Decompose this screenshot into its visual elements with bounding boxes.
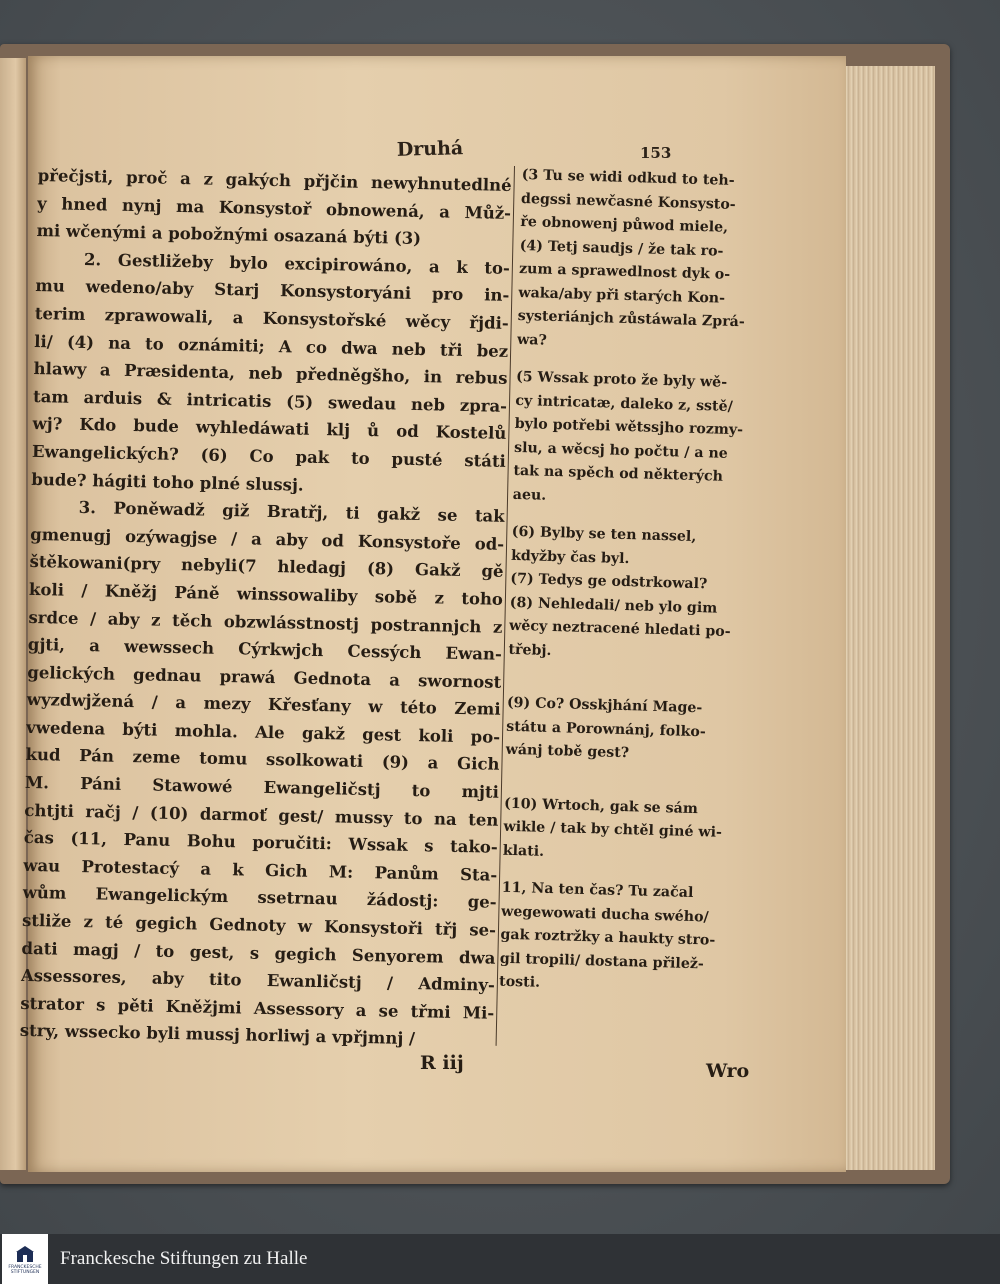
page-number: 153 bbox=[640, 144, 672, 162]
note-line: cy intricatæ, daleko z, sstě/ bbox=[515, 392, 734, 415]
note-line: wa? bbox=[516, 331, 548, 349]
text-line: dati magj / to gest, s gegich Senyorem dwa bbox=[21, 938, 496, 968]
text-line: mu wedeno/aby Starj Konsystoryáni pro in- bbox=[35, 276, 510, 306]
margin-note bbox=[520, 164, 774, 242]
text-line: štěkowani(pry nebyli(7 hledagj (8) Gakž gě bbox=[29, 552, 504, 582]
margin-note bbox=[502, 792, 756, 870]
text-line: wj? Kdo bude wyhledáwati klj ů od Kostelů bbox=[32, 414, 507, 444]
text-line: strator s pěti Kněžjmi Assessory a se třmi Mi- bbox=[20, 993, 495, 1023]
text-line: 2. Gestližeby bylo excipirowáno, a k to- bbox=[83, 249, 511, 278]
text-line: 3. Poněwadž giž Bratřj, ti gakž se tak bbox=[78, 498, 505, 526]
catchword: Wro bbox=[706, 1060, 750, 1082]
text-line: kud Pán zeme tomu ssolkowati (9) a Gich bbox=[25, 745, 500, 775]
text-line: srdce / aby z těch obzwlásstnostj postrannjch z bbox=[28, 607, 503, 637]
margin-note bbox=[508, 591, 762, 669]
text-line: stliže z té gegich Gednoty w Konsystoři třj se- bbox=[21, 910, 497, 940]
main-text-column bbox=[20, 162, 512, 1055]
note-line: bylo potřebi wětssjho rozmy- bbox=[514, 415, 744, 439]
note-line: (3 Tu se widi odkud to teh- bbox=[521, 166, 735, 189]
note-line: (7) Tedys ge odstrkowal? bbox=[510, 570, 708, 593]
note-line: zum a sprawedlnost dyk o- bbox=[518, 260, 731, 283]
note-line: waka/aby při starých Kon- bbox=[518, 284, 726, 307]
signature-mark: R iij bbox=[420, 1052, 464, 1074]
footer-bar bbox=[0, 1234, 1000, 1284]
note-line: kdyžby čas byl. bbox=[510, 547, 630, 567]
text-line: přečjsti, proč a z gakých přjčin newyhnutedlné bbox=[37, 165, 512, 195]
text-line: wům Ewangelickým ssetrnau žádostj: ge- bbox=[22, 883, 497, 913]
note-line: aeu. bbox=[512, 486, 547, 504]
margin-notes-column bbox=[499, 164, 774, 1001]
note-line: wěcy neztracené hledati po- bbox=[508, 617, 731, 641]
text-line: vwedena býti mohla. Ale gakž gest koli po- bbox=[25, 717, 501, 747]
note-line: wegewowati ducha swého/ bbox=[500, 903, 709, 926]
note-line: (4) Tetj saudjs / že tak ro- bbox=[519, 237, 724, 260]
margin-note bbox=[517, 234, 772, 358]
note-line: gil tropili/ dostana přilež- bbox=[499, 950, 705, 972]
text-line: wyzdwjžená / a mezy Křesťany w této Zemi bbox=[26, 690, 501, 720]
text-line: wau Protestacý a k Gich M: Panům Sta- bbox=[23, 855, 498, 885]
text-line: gmenugj ozýwagjse / a aby od Konsystoře od- bbox=[30, 524, 505, 554]
note-line: ře obnowenj půwod miele, bbox=[520, 213, 729, 236]
note-line: wikle / tak by chtěl giné wi- bbox=[503, 818, 723, 841]
text-line: Ewangelických? (6) Co pak to pusté státi bbox=[31, 441, 507, 471]
institution-name: Franckesche Stiftungen zu Halle bbox=[60, 1248, 308, 1269]
text-line: terim zprawowali, a Konsystořské wěcy řjdi- bbox=[34, 303, 509, 333]
note-line: (6) Bylby se ten nassel, bbox=[511, 523, 697, 546]
text-line: li/ (4) na to oznámiti; A co dwa neb tři bez bbox=[34, 331, 509, 361]
text-line: tam arduis & intricatis (5) swedau neb zpra- bbox=[32, 386, 508, 416]
margin-note bbox=[511, 521, 764, 575]
text-line: hlawy a Præsidenta, neb předněgšho, in rebus bbox=[33, 359, 508, 389]
note-line: gak roztržky a haukty stro- bbox=[500, 926, 716, 949]
text-line: gelických gednau prawá Gednota a swornost bbox=[27, 662, 502, 692]
text-line: M. Páni Stawowé Ewangeličstj to mjti bbox=[24, 772, 500, 802]
note-line: (10) Wrtoch, gak se sám bbox=[503, 795, 699, 817]
institution-logo[interactable] bbox=[2, 1234, 48, 1284]
running-head: Druhá bbox=[396, 137, 464, 161]
note-line: tosti. bbox=[498, 973, 541, 991]
logo-text: FRANCKESCHE STIFTUNGEN bbox=[8, 1265, 42, 1275]
text-line: bude? hágiti toho plné slussj. bbox=[31, 469, 304, 495]
text-line: Assessores, aby tito Ewanličstj / Adminy- bbox=[20, 966, 496, 995]
text-line: koli / Kněžj Páně winssowaliby sobě z toho bbox=[28, 579, 504, 609]
note-line: wánj tobě gest? bbox=[505, 741, 630, 762]
text-line: čas (11, Panu Bohu poručiti: Wssak s tako- bbox=[23, 828, 498, 858]
note-line: státu a Porownánj, folko- bbox=[506, 718, 706, 740]
text-line: y hned nynj ma Konsystoř obnowená, a Můž- bbox=[36, 193, 512, 223]
text-line: mi wčenými a pobožnými osazaná býti (3) bbox=[36, 221, 422, 249]
text-line: gjti, a wewssech Cýrkwjch Cessých Ewan- bbox=[27, 634, 502, 664]
margin-note bbox=[505, 692, 759, 770]
note-line: systeriánjch zůstáwala Zprá- bbox=[517, 307, 745, 331]
note-line: 11, Na ten čas? Tu začal bbox=[501, 879, 694, 902]
note-line: slu, a wěcsj ho počtu / a ne bbox=[513, 439, 729, 462]
note-line: degssi newčasné Konsysto- bbox=[520, 190, 736, 213]
margin-note bbox=[512, 366, 768, 514]
note-line: tak na spěch od některých bbox=[513, 462, 724, 485]
text-line: chtjti račj / (10) darmoť gest/ mussy to na ten bbox=[24, 800, 499, 830]
note-line: (5 Wssak proto že byly wě- bbox=[515, 368, 728, 391]
note-line: třebj. bbox=[508, 641, 552, 659]
note-line: (8) Nehledali/ neb ylo gim bbox=[509, 594, 718, 617]
margin-note bbox=[499, 877, 754, 1001]
text-line: stry, wssecko byli mussj horliwj a vpřjmnj / bbox=[19, 1021, 416, 1049]
building-icon bbox=[14, 1243, 36, 1265]
note-line: (9) Co? Osskjhání Mage- bbox=[506, 694, 703, 717]
note-line: klati. bbox=[502, 842, 545, 860]
